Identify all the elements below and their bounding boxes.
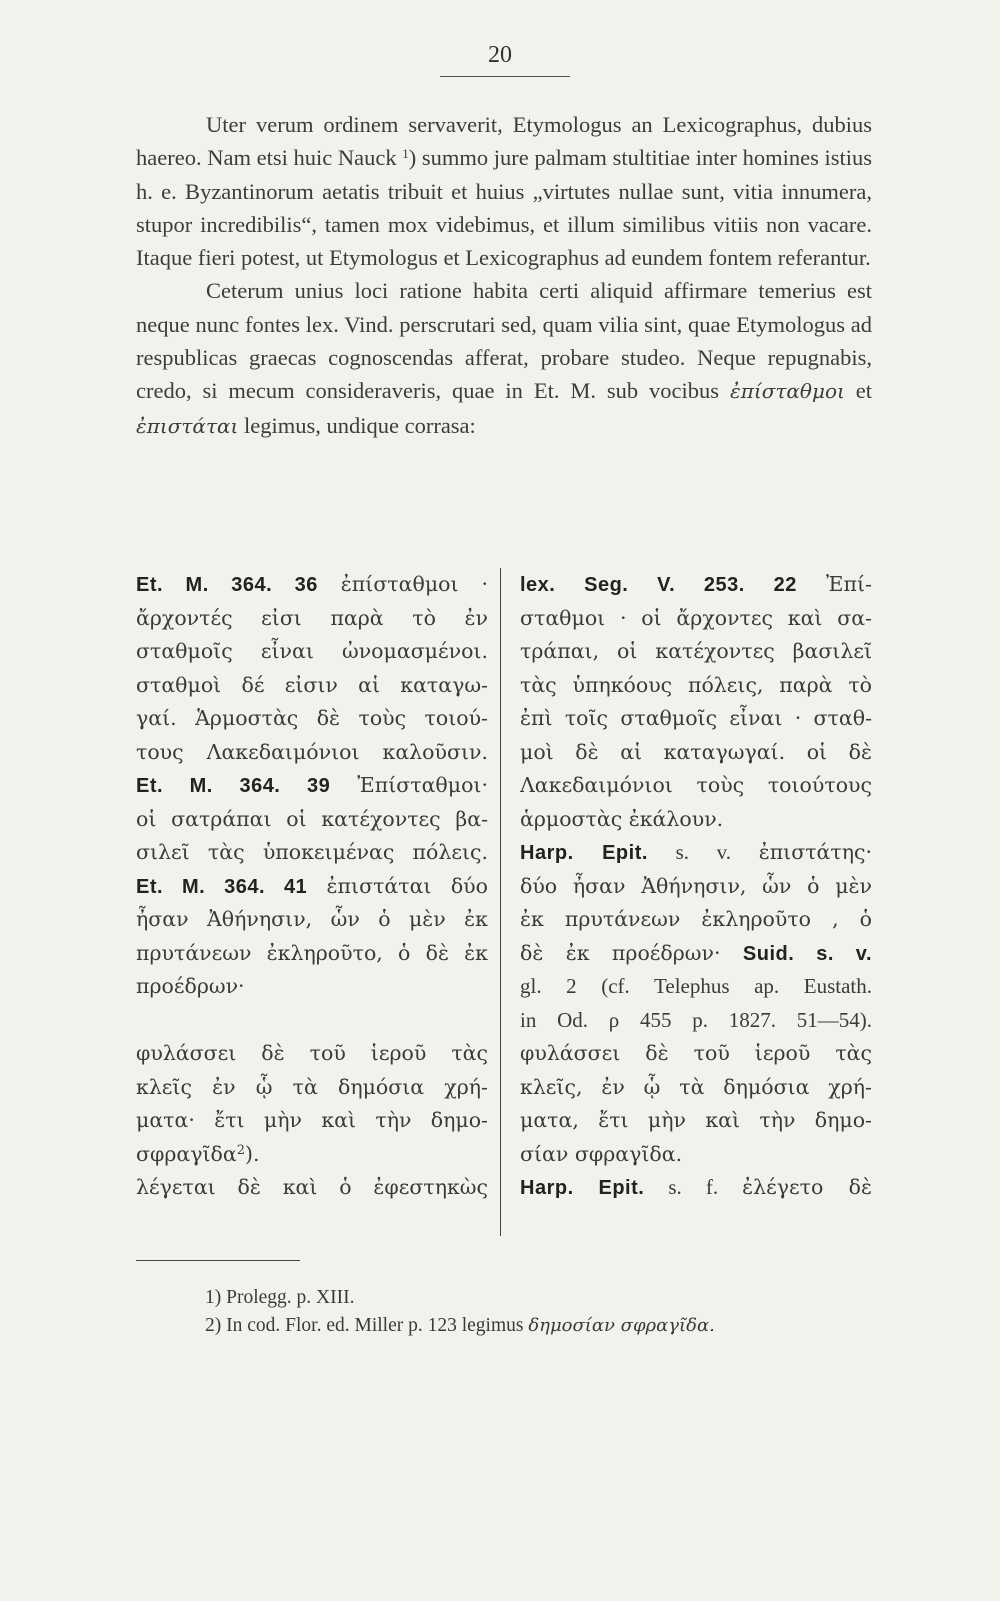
footnote-2 bbox=[205, 1312, 885, 1340]
left-column-etymologicum bbox=[136, 568, 488, 1205]
right-line: gl. 2 (cf. Telephus ap. Eustath. bbox=[520, 974, 872, 998]
footnote-1: 1) Prolegg. p. XIII. bbox=[205, 1287, 355, 1308]
left-line: κλεῖς ἐν ᾧ τὰ δημόσια χρή- bbox=[136, 1074, 488, 1099]
paragraph-1-part-a: Uter verum ordinem servaverit, Etymologus an Lexicographus, dubius haereo. Nam etsi huic Nauck bbox=[136, 112, 872, 171]
right-line: Λακεδαιμόνιοι τοὺς τοιούτους bbox=[520, 773, 872, 797]
left-line: προέδρων· bbox=[136, 974, 245, 998]
source-citation: Harp. Epit. bbox=[520, 1177, 645, 1199]
right-line: κλεῖς, ἐν ᾧ τὰ δημόσια χρή- bbox=[520, 1074, 872, 1099]
footnote-2-text: 2) In cod. Flor. ed. Miller p. 123 legimus bbox=[205, 1315, 529, 1336]
footnote-rule bbox=[136, 1260, 300, 1261]
left-line: οἱ σατράπαι οἱ κατέχοντες βα- bbox=[136, 806, 488, 831]
body-text bbox=[136, 108, 872, 443]
footnote-ref-1: 1 bbox=[402, 146, 409, 162]
greek-text: ἐπιστάται δύο bbox=[307, 873, 488, 898]
left-line: ἦσαν Ἀθήνησιν, ὧν ὁ μὲν ἐκ bbox=[136, 907, 488, 931]
left-line: φυλάσσει δὲ τοῦ ἱεροῦ τὰς bbox=[136, 1041, 488, 1065]
page-number: 20 bbox=[488, 42, 512, 68]
right-line: μοὶ δὲ αἱ καταγωγαί. οἱ δὲ bbox=[520, 739, 872, 764]
left-line: τους Λακεδαιμόνιοι καλοῦσιν. bbox=[136, 739, 488, 764]
source-citation: Harp. Epit. bbox=[520, 842, 648, 864]
source-citation: lex. Seg. V. 253. 22 bbox=[520, 574, 797, 596]
column-gap bbox=[136, 1004, 488, 1038]
right-line bbox=[520, 836, 872, 870]
greek-text: ἐλέγετο δὲ bbox=[742, 1175, 872, 1199]
paragraph-1 bbox=[136, 108, 872, 274]
latin-text: s. v. bbox=[647, 840, 759, 864]
paragraph-2-part-b: et bbox=[844, 378, 872, 404]
right-line: τράπαι, οἱ κατέχοντες βασιλεῖ bbox=[520, 639, 872, 663]
source-citation: Et. M. 364. 36 bbox=[136, 574, 318, 596]
right-line: ἐκ πρυτάνεων ἐκληροῦτο , ὁ bbox=[520, 907, 872, 931]
left-line: σταθμοῖς εἶναι ὠνομασμένοι. bbox=[136, 639, 488, 663]
left-line: σταθμοὶ δέ εἰσιν αἱ καταγω- bbox=[136, 672, 488, 697]
right-line bbox=[520, 937, 872, 971]
greek-text: ). bbox=[245, 1141, 260, 1166]
latin-text: s. f. bbox=[644, 1175, 743, 1199]
left-line bbox=[136, 1138, 488, 1172]
paragraph-2 bbox=[136, 274, 872, 442]
left-line bbox=[136, 568, 488, 602]
paragraph-2-part-c: legimus, undique corrasa: bbox=[238, 412, 476, 438]
right-line: ἁρμοστὰς ἐκάλουν. bbox=[520, 806, 724, 831]
page-number-rule bbox=[440, 76, 570, 77]
right-line: ματα, ἔτι μὴν καὶ τὴν δημο- bbox=[520, 1108, 872, 1132]
right-line: in Od. ρ 455 p. 1827. 51—54). bbox=[520, 1007, 872, 1032]
greek-text: σφραγῖδα bbox=[136, 1141, 237, 1166]
parallel-columns bbox=[136, 568, 872, 1236]
footnote-2-greek: δημοσίαν σφραγῖδα. bbox=[528, 1315, 715, 1336]
left-line: σιλεῖ τὰς ὑποκειμένας πόλεις. bbox=[136, 840, 488, 864]
left-line bbox=[136, 870, 488, 904]
greek-text: ἐπίσταθμοι · bbox=[317, 572, 488, 596]
column-divider bbox=[500, 568, 501, 1236]
greek-text: ἐπιστάτης· bbox=[758, 840, 872, 864]
left-line: λέγεται δὲ καὶ ὁ ἐφεστηκὼς bbox=[136, 1175, 488, 1199]
footnotes bbox=[205, 1284, 885, 1340]
right-line bbox=[520, 568, 872, 602]
right-line: δύο ἦσαν Ἀθήνησιν, ὧν ὁ μὲν bbox=[520, 873, 872, 898]
right-line: σίαν σφραγῖδα. bbox=[520, 1141, 683, 1166]
left-line: ἄρχοντές εἰσι παρὰ τὸ ἐν bbox=[136, 605, 488, 630]
greek-term-epistathmoi: ἐπίσταθμοι bbox=[729, 379, 845, 404]
greek-text: Ἐπίσταθμοι· bbox=[330, 773, 488, 797]
paragraph-1-part-b: ) summo jure palmam stultitiae inter homines istius h. e. Byzantinorum aetatis tribuit et huius „virtutes nullae sunt, vitia innumera, stupor incredibilis“, tamen mox videbimus, et illum similibus vitiis non vacare. Itaque fieri potest, ut Etymologus et Lexicographus ad eundem fontem referantur. bbox=[136, 145, 872, 271]
right-line: φυλάσσει δὲ τοῦ ἱεροῦ τὰς bbox=[520, 1041, 872, 1065]
source-citation: Et. M. 364. 41 bbox=[136, 875, 308, 898]
right-line: ἐπὶ τοῖς σταθμοῖς εἶναι · σταθ- bbox=[520, 706, 872, 730]
left-line bbox=[136, 769, 488, 803]
greek-term-epistatai: ἐπιστάται bbox=[136, 413, 239, 438]
right-line: τὰς ὑπηκόους πόλεις, παρὰ τὸ bbox=[520, 672, 872, 697]
source-citation: Suid. s. v. bbox=[742, 942, 872, 965]
footnote-ref-2: 2 bbox=[236, 1142, 245, 1158]
greek-text: δὲ ἐκ προέδρων· bbox=[520, 940, 743, 965]
greek-text: Ἐπί- bbox=[796, 572, 872, 596]
right-column-lexicon bbox=[520, 568, 872, 1205]
right-line: σταθμοι · οἱ ἄρχοντες καὶ σα- bbox=[520, 605, 872, 630]
right-line bbox=[520, 1171, 872, 1205]
left-line: πρυτάνεων ἐκληροῦτο, ὁ δὲ ἐκ bbox=[136, 940, 488, 965]
source-citation: Et. M. 364. 39 bbox=[136, 775, 331, 797]
left-line: γαί. Ἁρμοστὰς δὲ τοὺς τοιού- bbox=[136, 706, 488, 730]
paragraph-2-part-a: Ceterum unius loci ratione habita certi aliquid affirmare temerius est neque nunc fontes lex. Vind. perscrutari sed, quam vilia sint, quae Etymologus ad respublicas graecas cognoscendas afferat, probare studeo. Neque repugnabis, credo, si mecum consideraveris, quae in Et. M. sub vocibus bbox=[136, 278, 872, 404]
left-line: ματα· ἔτι μὴν καὶ τὴν δημο- bbox=[136, 1108, 488, 1132]
